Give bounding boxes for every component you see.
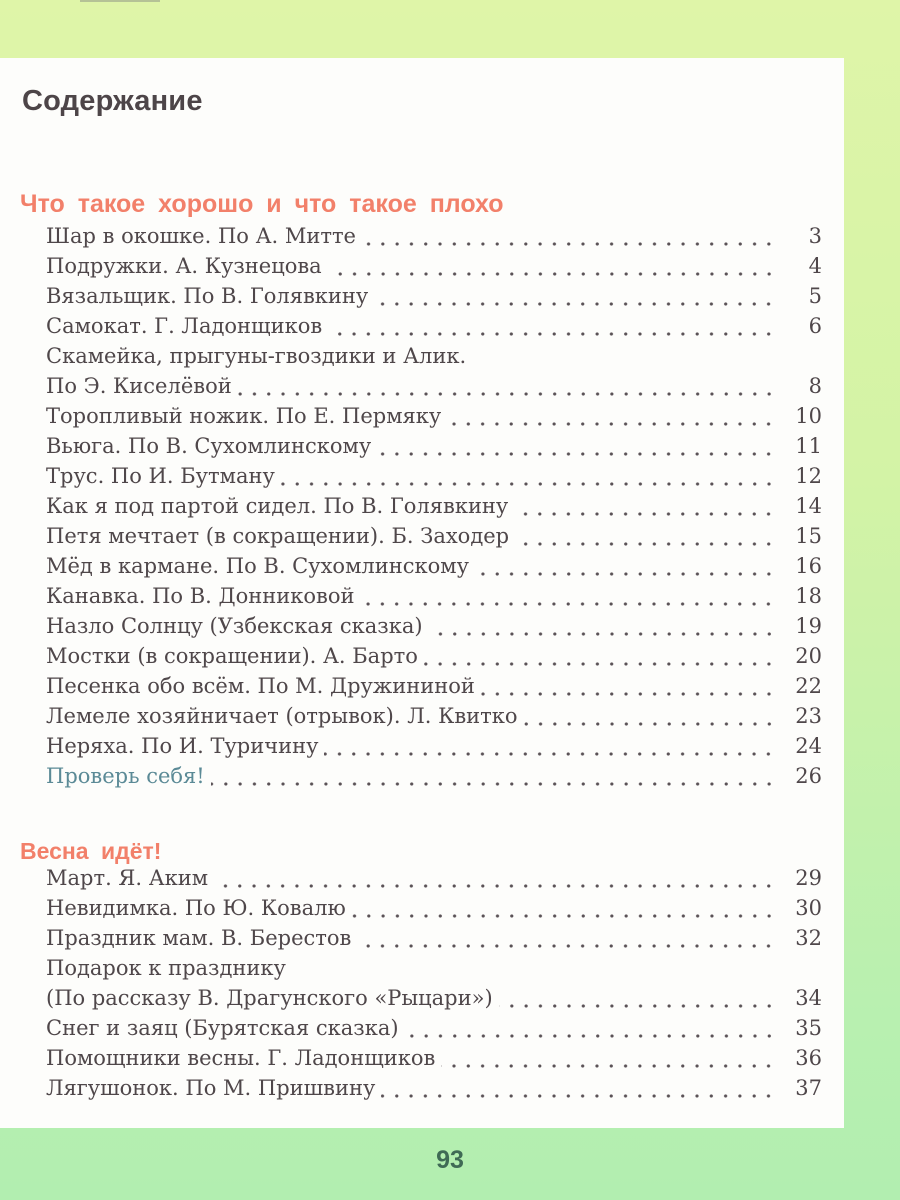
dot-leader xyxy=(292,956,782,986)
entry-title: Трус. По И. Бутману xyxy=(46,464,275,488)
toc-entry[interactable] xyxy=(46,284,822,314)
entry-page: 18 xyxy=(795,584,822,608)
entry-title: Подарок к празднику xyxy=(46,956,286,980)
dot-leader xyxy=(514,494,782,524)
entry-page: 35 xyxy=(795,1016,822,1040)
entry-title: Вьюга. По В. Сухомлинскому xyxy=(46,434,372,458)
page-number: 93 xyxy=(436,1146,464,1174)
entry-page: 5 xyxy=(808,284,822,308)
entry-page: 8 xyxy=(808,374,822,398)
entry-title: По Э. Киселёвой xyxy=(46,374,232,398)
dot-leader xyxy=(374,284,782,314)
toc-entry-check-yourself[interactable] xyxy=(46,764,822,794)
dot-leader xyxy=(328,314,782,344)
entry-title: (По рассказу В. Драгунского «Рыцари») xyxy=(46,986,493,1010)
entry-page: 32 xyxy=(795,926,822,950)
dot-leader xyxy=(499,986,782,1016)
section-heading-spring-is-coming: Весна идёт! xyxy=(20,838,162,864)
entry-page: 26 xyxy=(795,764,822,788)
entry-title: Как я под партой сидел. По В. Голявкину xyxy=(46,494,509,518)
entry-title: Назло Солнцу (Узбекская сказка) xyxy=(46,614,423,638)
entry-page: 36 xyxy=(795,1046,822,1070)
toc-entry[interactable] xyxy=(46,224,822,254)
toc-entry[interactable] xyxy=(46,1076,822,1106)
entry-page: 20 xyxy=(795,644,822,668)
dot-leader xyxy=(238,374,782,404)
entry-page: 10 xyxy=(795,404,822,428)
dot-leader xyxy=(214,866,782,896)
dot-leader xyxy=(429,614,782,644)
entry-page: 19 xyxy=(795,614,822,638)
toc-entry[interactable] xyxy=(46,584,822,614)
dot-leader xyxy=(360,584,782,614)
toc-entry[interactable] xyxy=(46,956,822,986)
toc-entry[interactable] xyxy=(46,1046,822,1076)
toc-entry[interactable] xyxy=(46,644,822,674)
entry-page: 37 xyxy=(795,1076,822,1100)
entry-title: Мёд в кармане. По В. Сухомлинскому xyxy=(46,554,469,578)
entry-title: Март. Я. Аким xyxy=(46,866,209,890)
entry-title: Лемеле хозяйничает (отрывок). Л. Квитко xyxy=(46,704,518,728)
toc-entry[interactable] xyxy=(46,434,822,464)
dot-leader xyxy=(481,674,782,704)
dot-leader xyxy=(357,926,782,956)
toc-entry[interactable] xyxy=(46,254,822,284)
dot-leader xyxy=(377,434,782,464)
dot-leader xyxy=(381,1076,782,1106)
entry-page: 24 xyxy=(795,734,822,758)
top-edge-mark xyxy=(80,0,160,2)
entry-title: Снег и заяц (Бурятская сказка) xyxy=(46,1016,399,1040)
toc-entry[interactable] xyxy=(46,554,822,584)
entry-title: Помощники весны. Г. Ладонщиков xyxy=(46,1046,436,1070)
entry-title: Петя мечтает (в сокращении). Б. Заходер xyxy=(46,524,510,548)
entry-title: Неряха. По И. Туричину xyxy=(46,734,319,758)
entry-page: 29 xyxy=(795,866,822,890)
section-heading-good-and-bad: Что такое хорошо и что такое плохо xyxy=(20,190,504,218)
dot-leader xyxy=(424,644,782,674)
entry-page: 12 xyxy=(795,464,822,488)
entry-title: Канавка. По В. Донниковой xyxy=(46,584,355,608)
entry-title: Мостки (в сокращении). А. Барто xyxy=(46,644,418,668)
entry-page: 22 xyxy=(795,674,822,698)
page-title: Содержание xyxy=(22,85,203,117)
entry-page: 3 xyxy=(808,224,822,248)
toc-entry[interactable] xyxy=(46,374,822,404)
dot-leader xyxy=(328,254,782,284)
dot-leader xyxy=(405,1016,782,1046)
entry-page: 4 xyxy=(808,254,822,278)
toc-entry[interactable] xyxy=(46,704,822,734)
toc-entry[interactable] xyxy=(46,734,822,764)
toc-entry[interactable] xyxy=(46,926,822,956)
dot-leader xyxy=(515,524,782,554)
entry-page: 34 xyxy=(795,986,822,1010)
dot-leader xyxy=(362,224,782,254)
toc-entry[interactable] xyxy=(46,674,822,704)
entry-title: Песенка обо всём. По М. Дружининой xyxy=(46,674,475,698)
toc-entry[interactable] xyxy=(46,524,822,554)
entry-title: Вязальщик. По В. Голявкину xyxy=(46,284,369,308)
entry-page: 14 xyxy=(795,494,822,518)
toc-entry[interactable] xyxy=(46,896,822,926)
toc-entry[interactable] xyxy=(46,494,822,524)
entry-page: 15 xyxy=(795,524,822,548)
entry-title: Скамейка, прыгуны-гвоздики и Алик. xyxy=(46,344,467,368)
entry-title: Проверь себя! xyxy=(46,764,205,788)
dot-leader xyxy=(441,1046,782,1076)
dot-leader xyxy=(281,464,782,494)
entry-page: 23 xyxy=(795,704,822,728)
dot-leader xyxy=(211,764,782,794)
toc-entry[interactable] xyxy=(46,344,822,374)
dot-leader xyxy=(524,704,782,734)
toc-entry[interactable] xyxy=(46,314,822,344)
entry-title: Шар в окошке. По А. Митте xyxy=(46,224,356,248)
entry-page: 11 xyxy=(795,434,822,458)
entry-page: 30 xyxy=(795,896,822,920)
toc-entry[interactable] xyxy=(46,986,822,1016)
dot-leader xyxy=(475,554,782,584)
dot-leader xyxy=(352,896,782,926)
entry-title: Подружки. А. Кузнецова xyxy=(46,254,322,278)
entry-title: Праздник мам. В. Берестов xyxy=(46,926,352,950)
toc-entry[interactable] xyxy=(46,614,822,644)
toc-entry[interactable] xyxy=(46,1016,822,1046)
entry-title: Невидимка. По Ю. Ковалю xyxy=(46,896,346,920)
dot-leader xyxy=(472,344,782,374)
dot-leader xyxy=(447,404,782,434)
toc-entry[interactable] xyxy=(46,464,822,494)
entry-title: Торопливый ножик. По Е. Пермяку xyxy=(46,404,442,428)
entry-page: 16 xyxy=(795,554,822,578)
entry-page: 6 xyxy=(808,314,822,338)
toc-entry[interactable] xyxy=(46,404,822,434)
dot-leader xyxy=(324,734,782,764)
entry-title: Самокат. Г. Ладонщиков xyxy=(46,314,323,338)
toc-entry[interactable] xyxy=(46,866,822,896)
entry-title: Лягушонок. По М. Пришвину xyxy=(46,1076,376,1100)
